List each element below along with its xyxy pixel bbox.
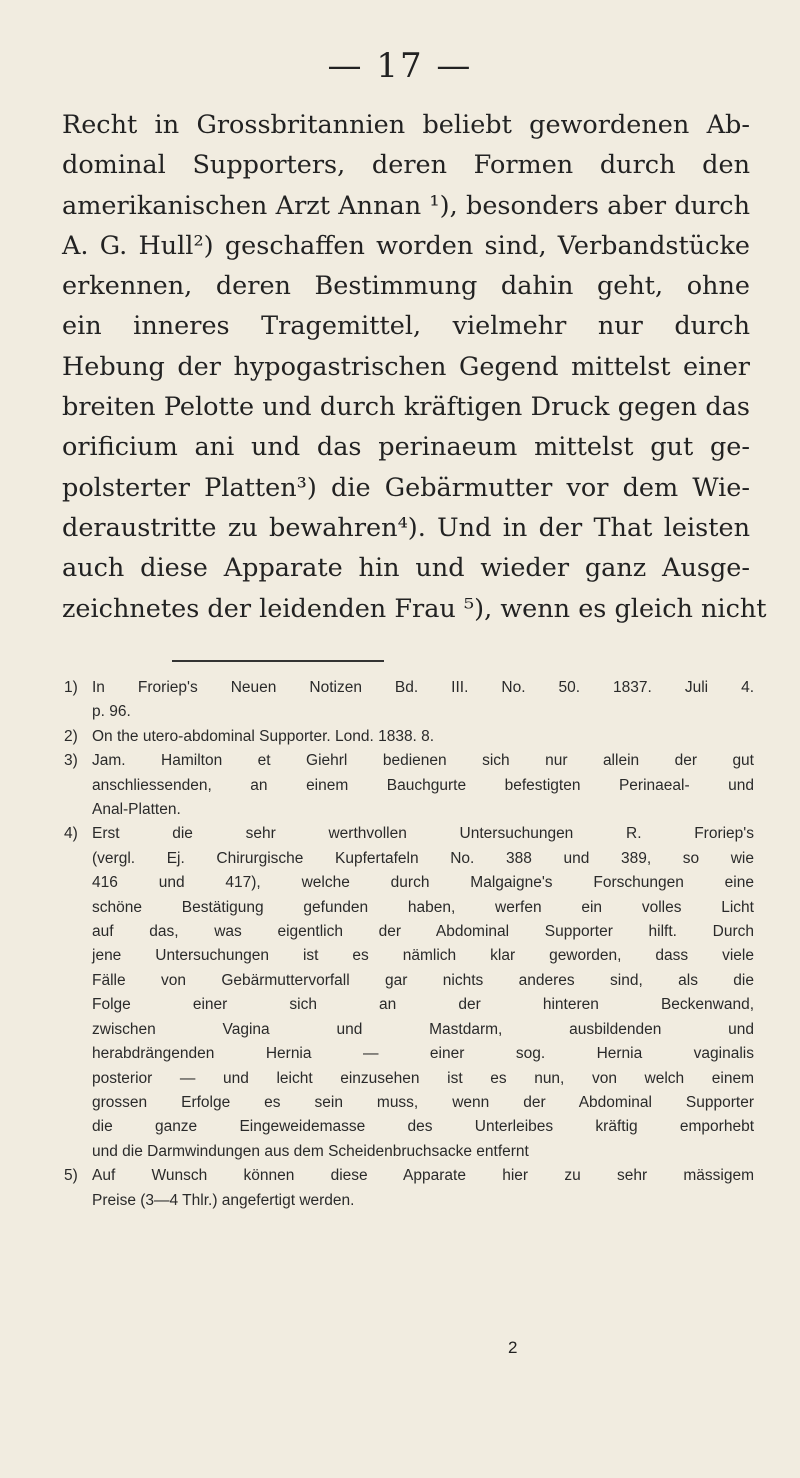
footnote-line: Erst die sehr werthvollen Untersuchungen R. Froriep's — [92, 825, 754, 843]
footnote — [64, 725, 754, 749]
footnote-line: die ganze Eingeweidemasse des Unterleibes kräftig emporhebt — [92, 1118, 754, 1136]
footnote — [64, 1164, 754, 1213]
footnote-line: und die Darmwindungen aus dem Scheidenbruchsacke entfernt — [92, 1142, 529, 1160]
footnote-line: anschliessenden, an einem Bauchgurte befestigten Perinaeal- und — [92, 776, 754, 794]
text-line: breiten Pelotte und durch kräftigen Druck gegen das — [62, 392, 750, 423]
main-text — [62, 105, 767, 629]
text-line: orificium ani und das perinaeum mittelst gut ge- — [62, 432, 750, 463]
footnote-line: Jam. Hamilton et Giehrl bedienen sich nur allein der gut — [92, 752, 754, 770]
text-line: deraustritte zu bewahren⁴). Und in der That leisten — [62, 512, 750, 543]
footnote-line: herabdrängenden Hernia — einer sog. Hernia vaginalis — [92, 1045, 754, 1063]
text-line: Recht in Grossbritannien beliebt gewordenen Ab- — [62, 110, 750, 140]
footnote-line: Folge einer sich an der hinteren Beckenwand, — [92, 996, 754, 1014]
text-line: dominal Supporters, deren Formen durch den — [62, 150, 750, 181]
footnote-line: p. 96. — [92, 703, 131, 721]
footnote — [64, 822, 754, 1164]
text-line: erkennen, deren Bestimmung dahin geht, ohne — [62, 271, 750, 302]
footnote-line: In Froriep's Neuen Notizen Bd. III. No. 50. 1837. Juli 4. — [92, 679, 754, 696]
footnote-line: Anal-Platten. — [92, 801, 181, 819]
text-line: A. G. Hull²) geschaffen worden sind, Verbandstücke — [62, 230, 750, 261]
footnote-line: (vergl. Ej. Chirurgische Kupfertafeln No. 388 und 389, so wie — [92, 849, 754, 867]
footnote-line: Fälle von Gebärmuttervorfall gar nichts anderes sind, als die — [92, 971, 754, 989]
footnote-line: grossen Erfolge es sein muss, wenn der Abdominal Supporter — [92, 1093, 754, 1111]
footnote-number: 4) — [64, 825, 78, 843]
text-line: amerikanischen Arzt Annan ¹), besonders aber durch — [62, 190, 750, 221]
footnote-line: Preise (3—4 Thlr.) angefertigt werden. — [92, 1191, 355, 1209]
text-line: polsterter Platten³) die Gebärmutter vor dem Wie- — [62, 472, 750, 503]
footnote — [64, 676, 754, 725]
text-line: ein inneres Tragemittel, vielmehr nur durch — [62, 311, 750, 342]
footnotes — [64, 676, 754, 1213]
footnote-line: auf das, was eigentlich der Abdominal Supporter hilft. Durch — [92, 923, 754, 941]
footnote-line: jene Untersuchungen ist es nämlich klar geworden, dass viele — [92, 947, 754, 965]
page-number: — 17 — — [327, 46, 473, 86]
text-line: auch diese Apparate hin und wieder ganz Ausge- — [62, 553, 750, 584]
footnote-divider — [172, 660, 384, 662]
footnote-number: 3) — [64, 752, 78, 770]
footnote — [64, 749, 754, 822]
signature-mark: 2 — [508, 1338, 518, 1357]
footnote-line: schöne Bestätigung gefunden haben, werfen ein volles Licht — [92, 898, 754, 916]
footnote-number: 2) — [64, 727, 78, 745]
footnote-line: 416 und 417), welche durch Malgaigne's Forschungen eine — [92, 874, 754, 892]
text-line: Hebung der hypogastrischen Gegend mittelst einer — [62, 351, 750, 382]
footnote-line: On the utero-abdominal Supporter. Lond. 1838. 8. — [92, 727, 435, 745]
footnote-number: 1) — [64, 679, 78, 696]
footnote-number: 5) — [64, 1167, 78, 1185]
footnote-line: zwischen Vagina und Mastdarm, ausbildenden und — [92, 1020, 754, 1038]
footnote-line: Auf Wunsch können diese Apparate hier zu sehr mässigem — [92, 1167, 754, 1185]
text-line: zeichnetes der leidenden Frau ⁵), wenn es gleich nicht — [62, 593, 767, 624]
footnote-line: posterior — und leicht einzusehen ist es nun, von welch einem — [92, 1069, 754, 1087]
